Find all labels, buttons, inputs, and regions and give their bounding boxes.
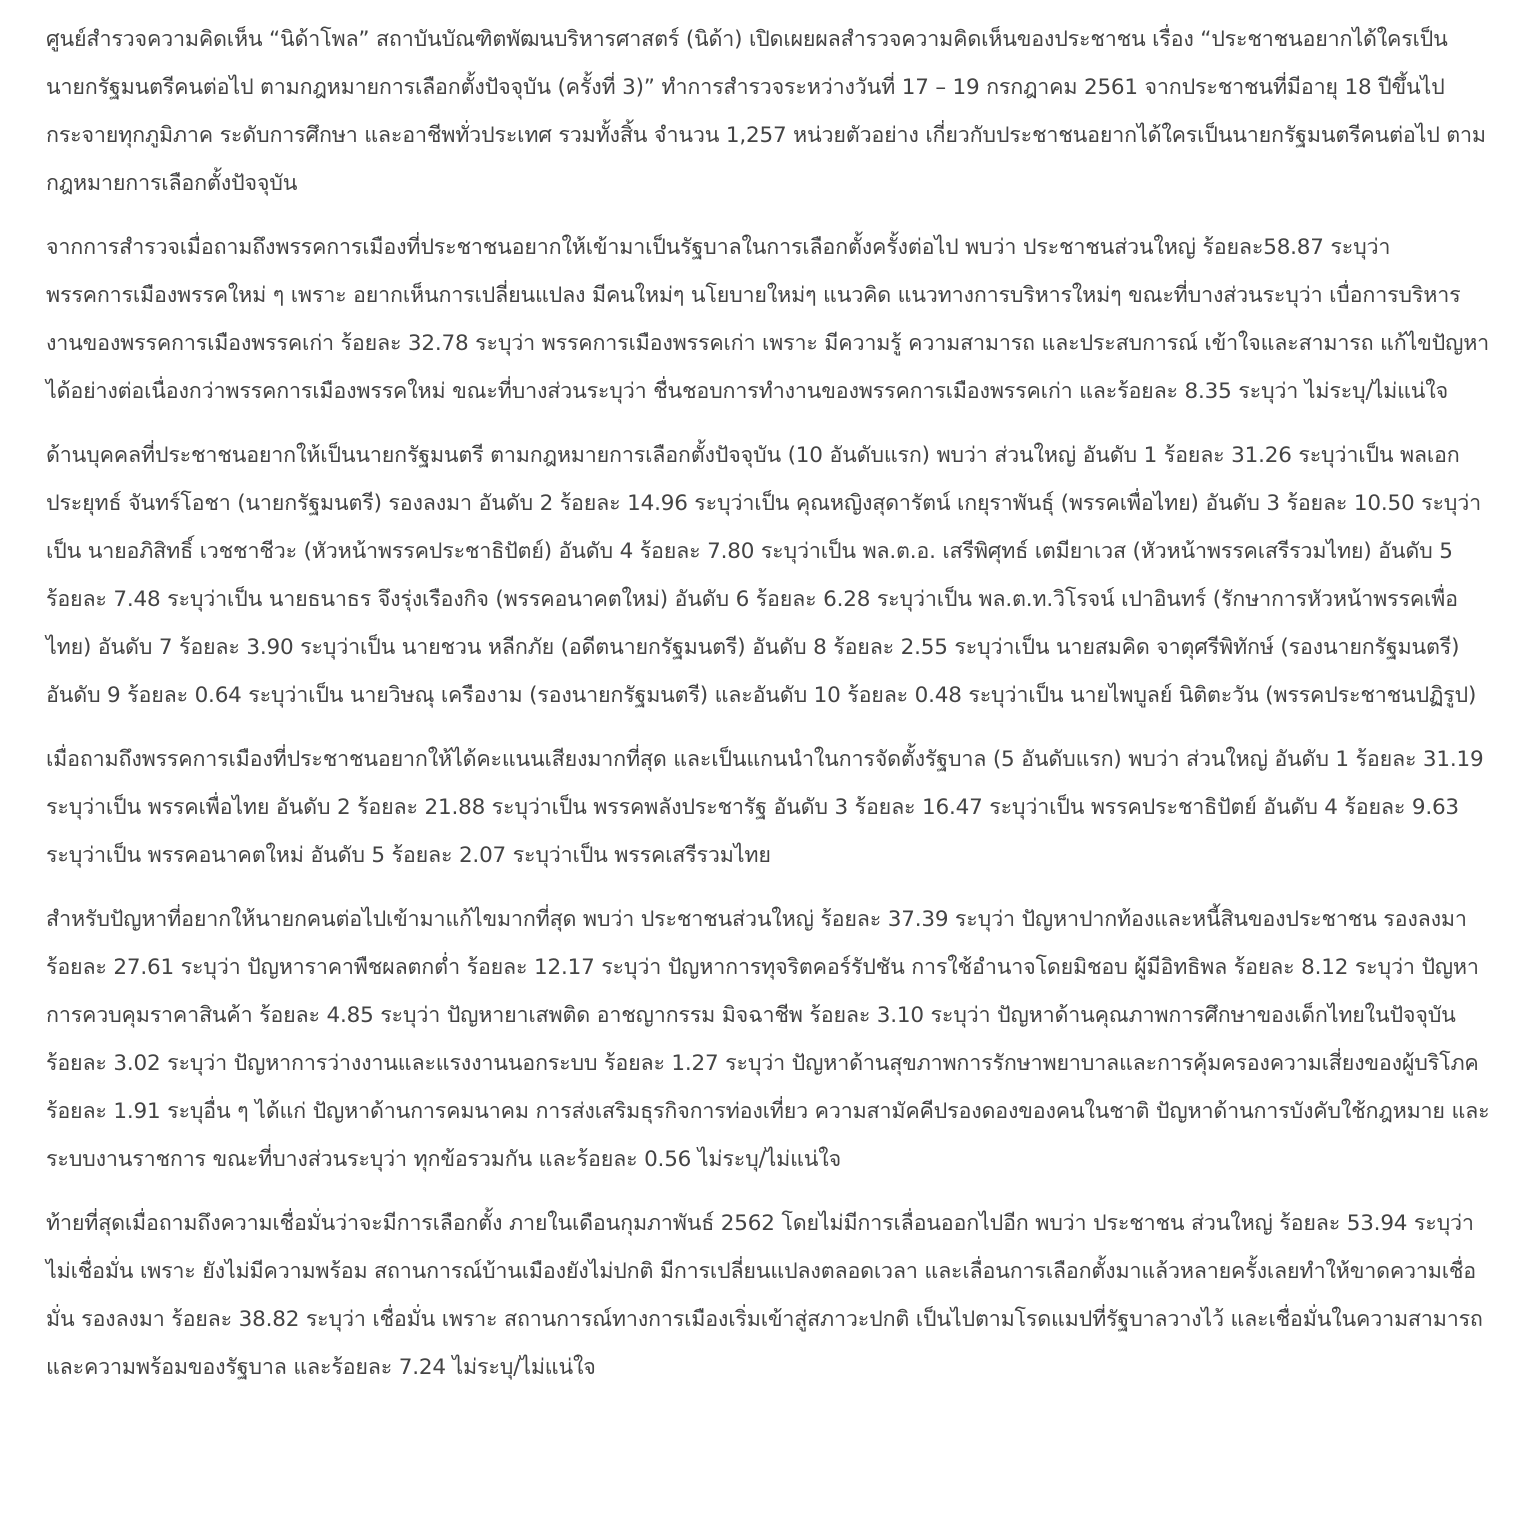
paragraph-party-ranking: เมื่อถามถึงพรรคการเมืองที่ประชาชนอยากให้ได้คะแนนเสียงมากที่สุด และเป็นแกนนำในการจัดตั้งรัฐบาล (5 อันดับแรก) พบว่า ส่วนใหญ่ อันดับ 1 ร้อยละ 31.19 ระบุว่าเป็น พรรคเพื่อไทย อันดับ 2 ร้อยละ 21.88 ระบุว่าเป็น พรรคพลังประชารัฐ อันดับ 3 ร้อยละ 16.47 ระบุว่าเป็น พรรคประชาธิปัตย์ อันดับ 4 ร้อยละ 9.63 ระบุว่าเป็น พรรคอนาคตใหม่ อันดับ 5 ร้อยละ 2.07 ระบุว่าเป็น พรรคเสรีรวมไทย bbox=[46, 747, 1484, 868]
paragraph-survey-intro: ศูนย์สำรวจความคิดเห็น “นิด้าโพล” สถาบันบัณฑิตพัฒนบริหารศาสตร์ (นิด้า) เปิดเผยผลสำรวจความคิดเห็นของประชาชน เรื่อง “ประชาชนอยากได้ใครเป็นนายกรัฐมนตรีคนต่อไป ตามกฎหมายการเลือกตั้งปัจจุบัน (ครั้งที่ 3)” ทำการสำรวจระหว่างวันที่ 17 – 19 กรกฎาคม 2561 จากประชาชนที่มีอายุ 18 ปีขึ้นไป กระจายทุกภูมิภาค ระดับการศึกษา และอาชีพทั่วประเทศ รวมทั้งสิ้น จำนวน 1,257 หน่วยตัวอย่าง เกี่ยวกับประชาชนอยากได้ใครเป็นนายกรัฐมนตรีคนต่อไป ตามกฎหมายการเลือกตั้งปัจจุบัน bbox=[46, 27, 1486, 196]
paragraph-problems-to-solve: สำหรับปัญหาที่อยากให้นายกคนต่อไปเข้ามาแก้ไขมากที่สุด พบว่า ประชาชนส่วนใหญ่ ร้อยละ 37.39 ระบุว่า ปัญหาปากท้องและหนี้สินของประชาชน รองลงมา ร้อยละ 27.61 ระบุว่า ปัญหาราคาพืชผลตกต่ำ ร้อยละ 12.17 ระบุว่า ปัญหาการทุจริตคอร์รัปชัน การใช้อำนาจโดยมิชอบ ผู้มีอิทธิพล ร้อยละ 8.12 ระบุว่า ปัญหาการควบคุมราคาสินค้า ร้อยละ 4.85 ระบุว่า ปัญหายาเสพติด อาชญากรรม มิจฉาชีพ ร้อยละ 3.10 ระบุว่า ปัญหาด้านคุณภาพการศึกษาของเด็กไทยในปัจจุบัน ร้อยละ 3.02 ระบุว่า ปัญหาการว่างงานและแรงงานนอกระบบ ร้อยละ 1.27 ระบุว่า ปัญหาด้านสุขภาพการรักษาพยาบาลและการคุ้มครองความเสี่ยงของผู้บริโภค ร้อยละ 1.91 ระบุอื่น ๆ ได้แก่ ปัญหาด้านการคมนาคม การส่งเสริมธุรกิจการท่องเที่ยว ความสามัคคีปรองดองของคนในชาติ ปัญหาด้านการบังคับใช้กฎหมาย และระบบงานราชการ ขณะที่บางส่วนระบุว่า ทุกข้อรวมกัน และร้อยละ 0.56 ไม่ระบุ/ไม่แน่ใจ bbox=[46, 907, 1490, 1172]
paragraph-prime-minister-ranking: ด้านบุคคลที่ประชาชนอยากให้เป็นนายกรัฐมนตรี ตามกฎหมายการเลือกตั้งปัจจุบัน (10 อันดับแรก) พบว่า ส่วนใหญ่ อันดับ 1 ร้อยละ 31.26 ระบุว่าเป็น พลเอกประยุทธ์ จันทร์โอชา (นายกรัฐมนตรี) รองลงมา อันดับ 2 ร้อยละ 14.96 ระบุว่าเป็น คุณหญิงสุดารัตน์ เกยุราพันธุ์ (พรรคเพื่อไทย) อันดับ 3 ร้อยละ 10.50 ระบุว่าเป็น นายอภิสิทธิ์ เวชชาชีวะ (หัวหน้าพรรคประชาธิปัตย์) อันดับ 4 ร้อยละ 7.80 ระบุว่าเป็น พล.ต.อ. เสรีพิศุทธ์ เตมียาเวส (หัวหน้าพรรคเสรีรวมไทย) อันดับ 5 ร้อยละ 7.48 ระบุว่าเป็น นายธนาธร จึงรุ่งเรืองกิจ (พรรคอนาคตใหม่) อันดับ 6 ร้อยละ 6.28 ระบุว่าเป็น พล.ต.ท.วิโรจน์ เปาอินทร์ (รักษาการหัวหน้าพรรคเพื่อไทย) อันดับ 7 ร้อยละ 3.90 ระบุว่าเป็น นายชวน หลีกภัย (อดีตนายกรัฐมนตรี) อันดับ 8 ร้อยละ 2.55 ระบุว่าเป็น นายสมคิด จาตุศรีพิทักษ์ (รองนายกรัฐมนตรี) อันดับ 9 ร้อยละ 0.64 ระบุว่าเป็น นายวิษณุ เครืองาม (รองนายกรัฐมนตรี) และอันดับ 10 ร้อยละ 0.48 ระบุว่าเป็น นายไพบูลย์ นิติตะวัน (พรรคประชาชนปฏิรูป) bbox=[46, 443, 1481, 708]
paragraph-party-government: จากการสำรวจเมื่อถามถึงพรรคการเมืองที่ประชาชนอยากให้เข้ามาเป็นรัฐบาลในการเลือกตั้งครั้งต่อไป พบว่า ประชาชนส่วนใหญ่ ร้อยละ58.87 ระบุว่า พรรคการเมืองพรรคใหม่ ๆ เพราะ อยากเห็นการเปลี่ยนแปลง มีคนใหม่ๆ นโยบายใหม่ๆ แนวคิด แนวทางการบริหารใหม่ๆ ขณะที่บางส่วนระบุว่า เบื่อการบริหารงานของพรรคการเมืองพรรคเก่า ร้อยละ 32.78 ระบุว่า พรรคการเมืองพรรคเก่า เพราะ มีความรู้ ความสามารถ และประสบการณ์ เข้าใจและสามารถ แก้ไขปัญหาได้อย่างต่อเนื่องกว่าพรรคการเมืองพรรคใหม่ ขณะที่บางส่วนระบุว่า ชื่นชอบการทำงานของพรรคการเมืองพรรคเก่า และร้อยละ 8.35 ระบุว่า ไม่ระบุ/ไม่แน่ใจ bbox=[46, 235, 1490, 404]
paragraph-election-confidence: ท้ายที่สุดเมื่อถามถึงความเชื่อมั่นว่าจะมีการเลือกตั้ง ภายในเดือนกุมภาพันธ์ 2562 โดยไม่มีการเลื่อนออกไปอีก พบว่า ประชาชน ส่วนใหญ่ ร้อยละ 53.94 ระบุว่า ไม่เชื่อมั่น เพราะ ยังไม่มีความพร้อม สถานการณ์บ้านเมืองยังไม่ปกติ มีการเปลี่ยนแปลงตลอดเวลา และเลื่อนการเลือกตั้งมาแล้วหลายครั้งเลยทำให้ขาดความเชื่อมั่น รองลงมา ร้อยละ 38.82 ระบุว่า เชื่อมั่น เพราะ สถานการณ์ทางการเมืองเริ่มเข้าสู่สภาวะปกติ เป็นไปตามโรดแมปที่รัฐบาลวางไว้ และเชื่อมั่นในความสามารถและความพร้อมของรัฐบาล และร้อยละ 7.24 ไม่ระบุ/ไม่แน่ใจ bbox=[46, 1211, 1483, 1380]
